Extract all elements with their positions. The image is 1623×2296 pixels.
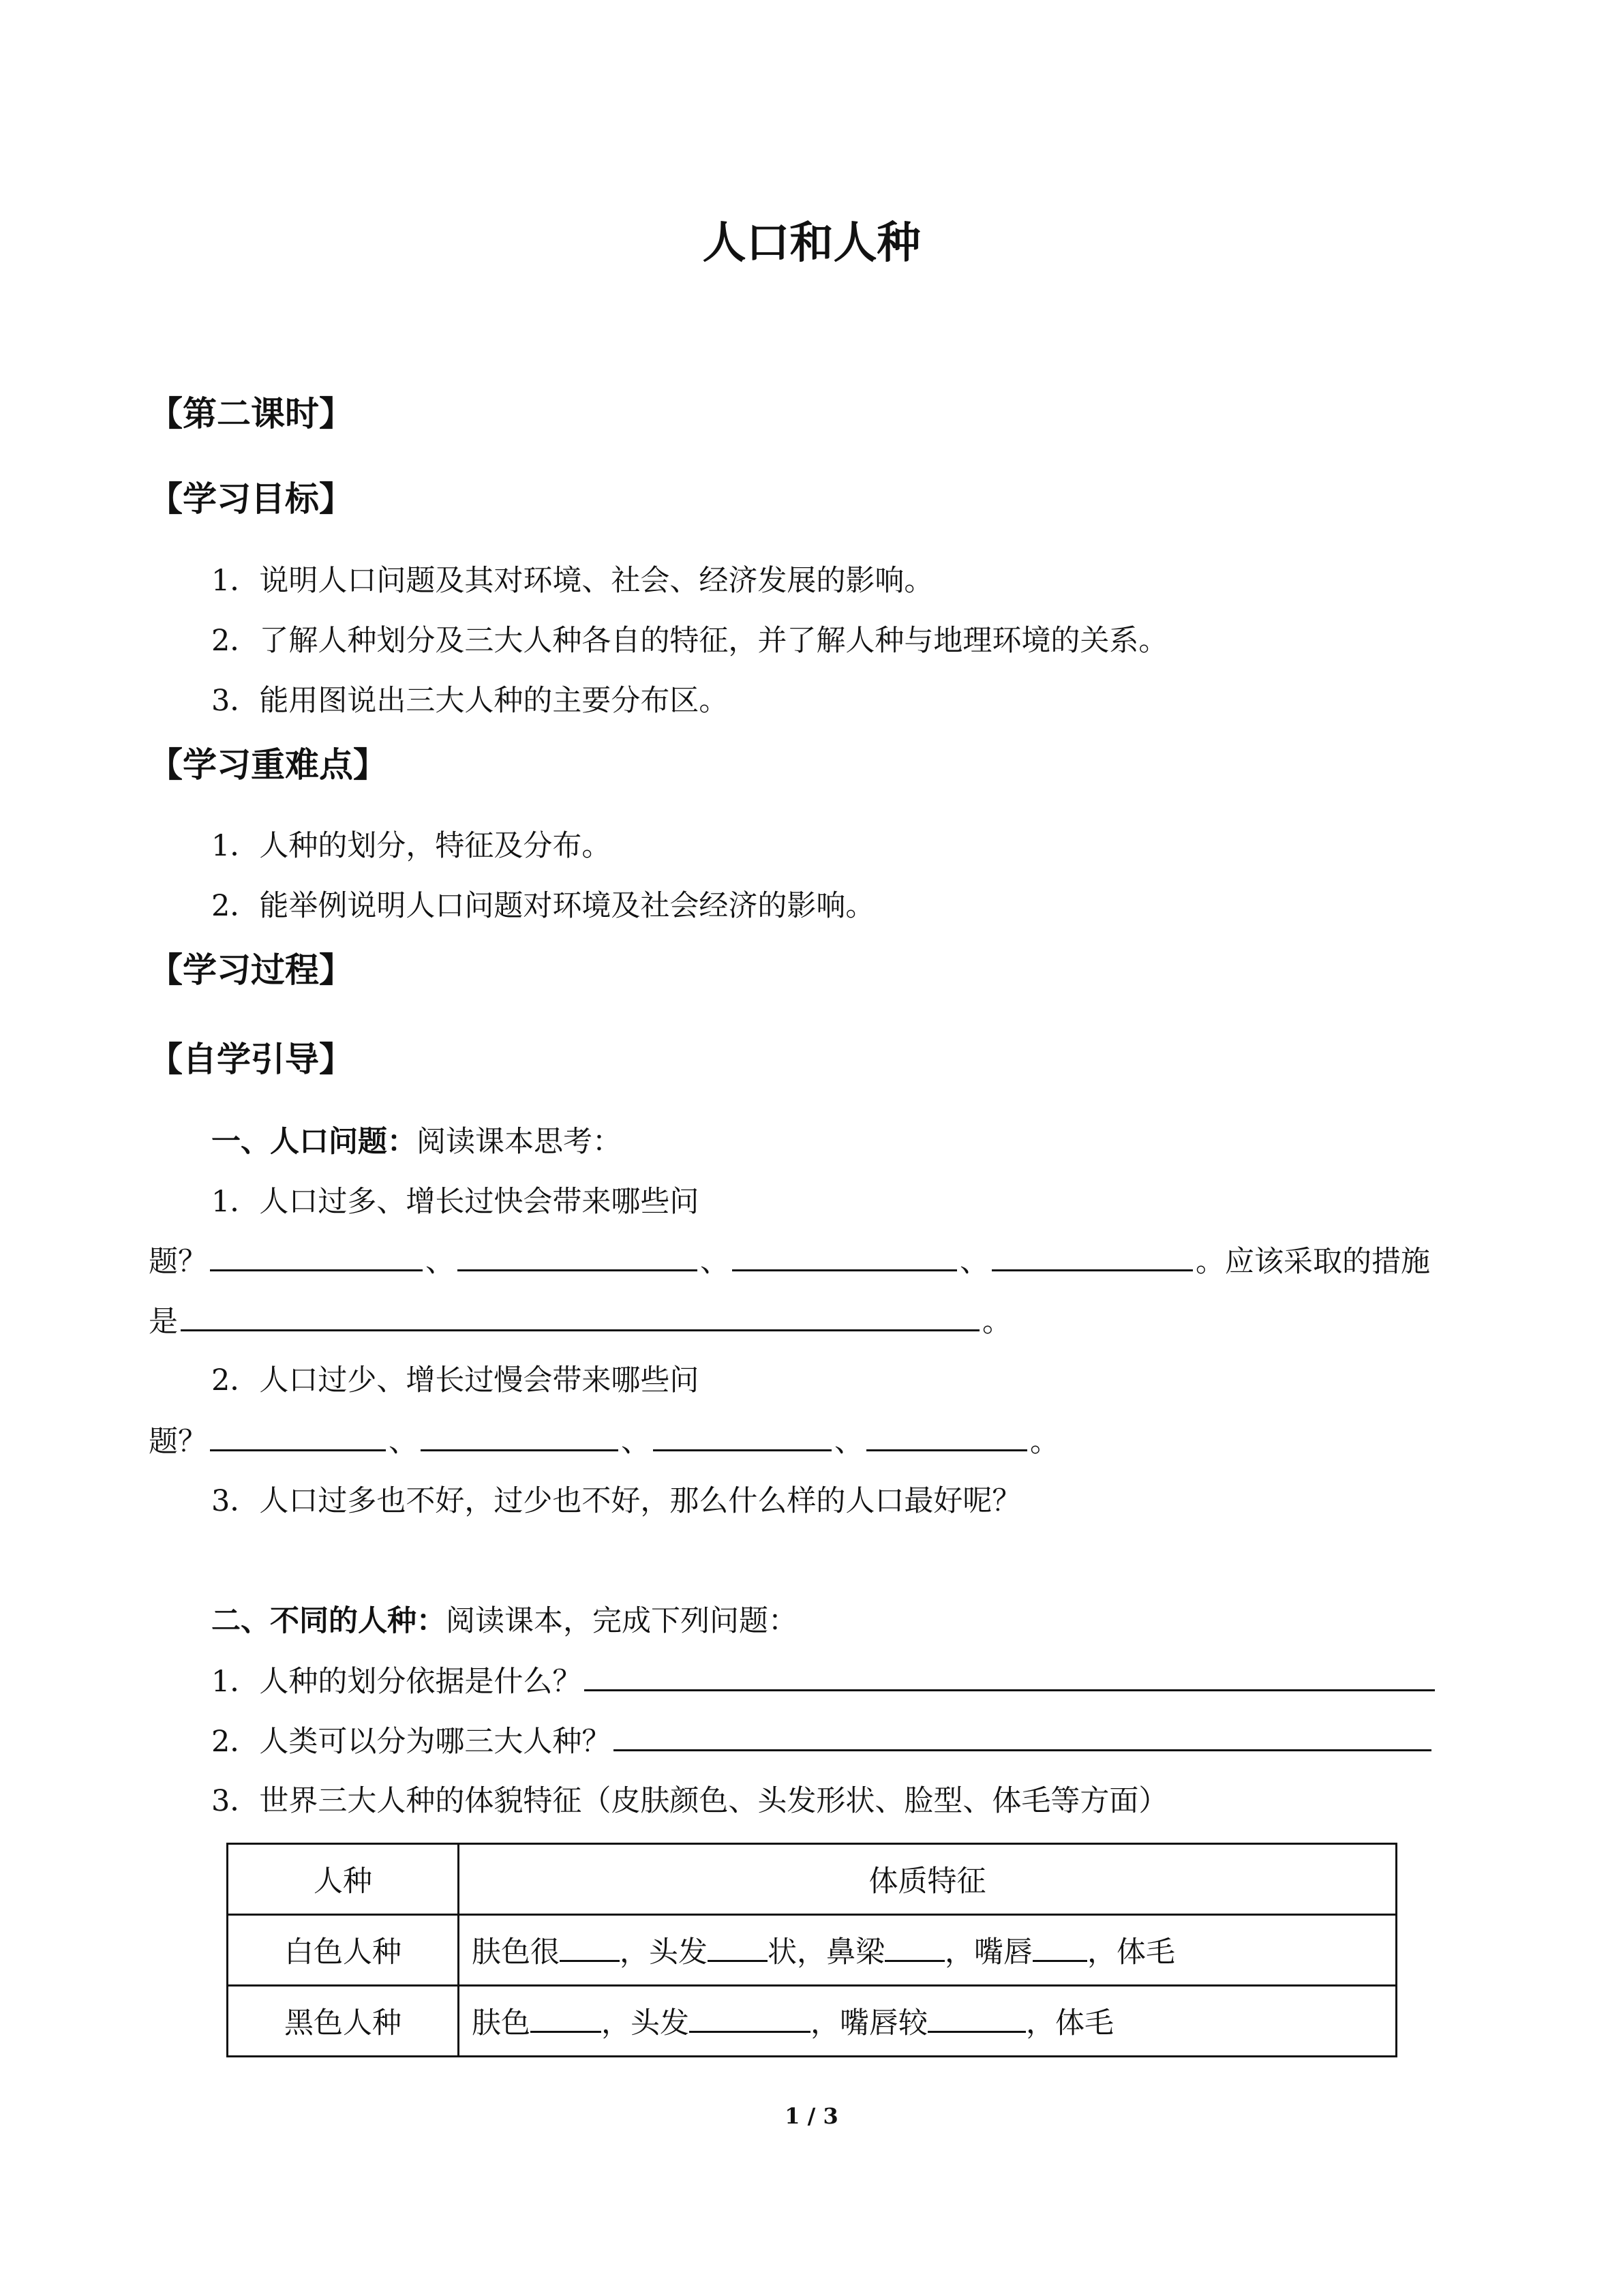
part2-heading-line	[211, 1601, 798, 1642]
separator: 、	[389, 1425, 418, 1459]
heading-selfstudy: 【自学引导】	[149, 1040, 353, 1079]
objective-3: 3．能用图说出三大人种的主要分布区。	[211, 684, 729, 718]
separator: 、	[621, 1425, 650, 1459]
race-black: 黑色人种	[228, 1986, 459, 2057]
part1-q1-line2	[149, 1241, 1430, 1282]
table-header-race: 人种	[228, 1844, 459, 1915]
fill-blank[interactable]	[613, 1721, 1431, 1751]
trait-text: ，头发	[620, 1935, 708, 1969]
fill-blank[interactable]	[1033, 1933, 1087, 1962]
trait-text: ，体毛	[1026, 2006, 1114, 2040]
table-row	[228, 1915, 1397, 1986]
trait-text: 状，鼻梁	[768, 1935, 885, 1969]
fill-blank[interactable]	[181, 1301, 980, 1331]
page-number: 1 / 3	[785, 2103, 838, 2129]
trait-text: ，头发	[601, 2006, 689, 2040]
trait-text: ，嘴唇	[945, 1935, 1033, 1969]
part1-q2-line1: 2．人口过少、增长过慢会带来哪些问	[211, 1363, 699, 1398]
part1-heading-line	[211, 1121, 622, 1162]
part1-q1-line3	[149, 1301, 1012, 1342]
fill-blank[interactable]	[866, 1421, 1027, 1451]
keypoint-1: 1．人种的划分，特征及分布。	[211, 829, 611, 863]
heading-keypoints: 【学习重难点】	[149, 745, 387, 785]
part1-q1-measure-prefix: 是	[149, 1305, 178, 1339]
part1-intro: 阅读课本思考：	[416, 1125, 622, 1159]
separator: 、	[700, 1245, 729, 1279]
keypoint-2: 2．能举例说明人口问题对环境及社会经济的影响。	[211, 889, 875, 923]
part2-intro: 阅读课本，完成下列问题：	[446, 1604, 798, 1638]
part2-q1: 1．人种的划分依据是什么？	[211, 1665, 582, 1699]
fill-blank[interactable]	[885, 1933, 945, 1962]
race-white: 白色人种	[228, 1915, 459, 1986]
trait-text: ，体毛	[1087, 1935, 1175, 1969]
separator: 、	[834, 1425, 864, 1459]
heading-lesson: 【第二课时】	[149, 394, 353, 434]
fill-blank[interactable]	[928, 2004, 1026, 2033]
trait-text: 肤色	[472, 2006, 530, 2040]
table-header-row	[228, 1844, 1397, 1915]
physical-traits-table	[226, 1843, 1397, 2057]
fill-blank[interactable]	[653, 1421, 832, 1451]
part1-heading: 一、人口问题：	[211, 1125, 416, 1159]
heading-process: 【学习过程】	[149, 950, 353, 990]
fill-blank[interactable]	[732, 1241, 957, 1271]
part1-q2-prefix: 题？	[149, 1425, 207, 1459]
table-row	[228, 1986, 1397, 2057]
separator: 、	[960, 1245, 989, 1279]
part2-q1-line	[211, 1661, 1438, 1702]
fill-blank[interactable]	[992, 1241, 1193, 1271]
part1-q1-prefix: 题？	[149, 1245, 207, 1279]
fill-blank[interactable]	[708, 1933, 768, 1962]
period: 。	[1030, 1425, 1059, 1459]
trait-text: 肤色很	[472, 1935, 560, 1969]
fill-blank[interactable]	[689, 2004, 810, 2033]
period: 。	[982, 1305, 1012, 1339]
part2-heading: 二、不同的人种：	[211, 1604, 446, 1638]
objective-2: 2．了解人种划分及三大人种各自的特征，并了解人种与地理环境的关系。	[211, 624, 1168, 658]
part2-q2: 2．人类可以分为哪三大人种？	[211, 1725, 611, 1759]
white-traits-cell	[459, 1915, 1397, 1986]
trait-text: ，嘴唇较	[810, 2006, 928, 2040]
black-traits-cell	[459, 1986, 1397, 2057]
fill-blank[interactable]	[421, 1421, 618, 1451]
fill-blank[interactable]	[210, 1241, 423, 1271]
part1-q1-tail: 。应该采取的措施	[1196, 1245, 1430, 1279]
heading-objectives: 【学习目标】	[149, 479, 353, 519]
fill-blank[interactable]	[210, 1421, 386, 1451]
fill-blank[interactable]	[584, 1661, 1435, 1691]
objective-1: 1．说明人口问题及其对环境、社会、经济发展的影响。	[211, 564, 934, 598]
fill-blank[interactable]	[560, 1933, 620, 1962]
fill-blank[interactable]	[530, 2004, 601, 2033]
fill-blank[interactable]	[457, 1241, 697, 1271]
page-title: 人口和人种	[702, 218, 921, 269]
part2-q3: 3．世界三大人种的体貌特征（皮肤颜色、头发形状、脸型、体毛等方面）	[211, 1784, 1168, 1818]
separator: 、	[425, 1245, 455, 1279]
part1-q3: 3．人口过多也不好，过少也不好，那么什么样的人口最好呢？	[211, 1484, 1022, 1518]
part2-q2-line	[211, 1721, 1434, 1762]
table-header-traits: 体质特征	[459, 1844, 1397, 1915]
part1-q2-line2	[149, 1421, 1059, 1462]
part1-q1-line1: 1．人口过多、增长过快会带来哪些问	[211, 1185, 699, 1219]
